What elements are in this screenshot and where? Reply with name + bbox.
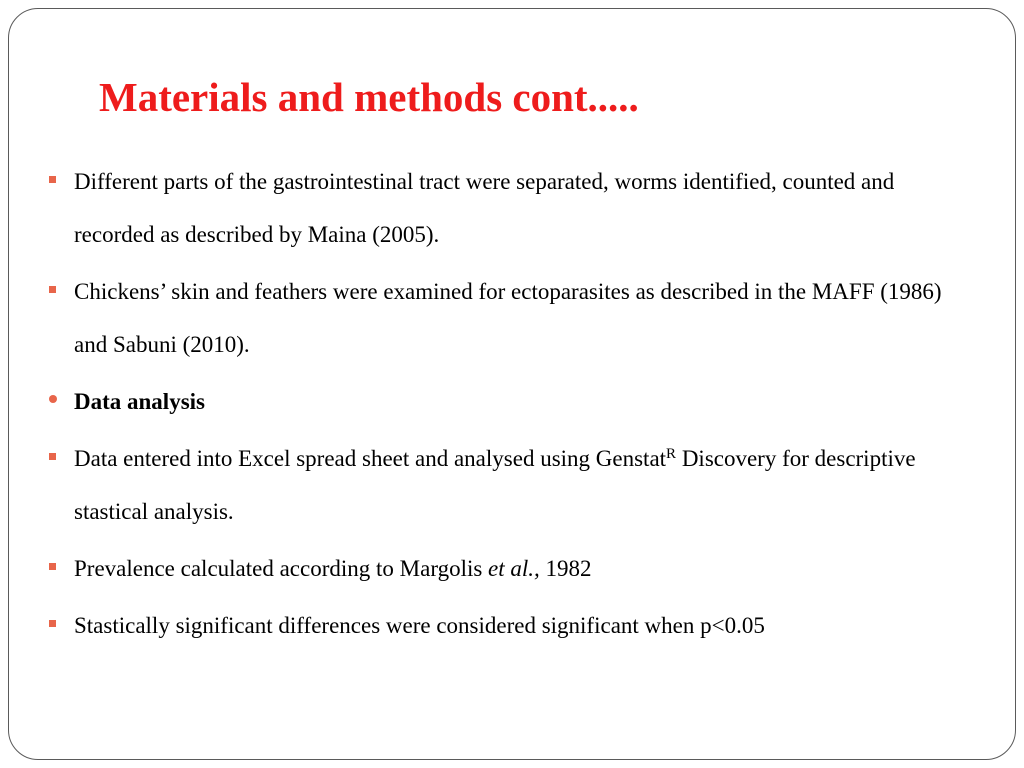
square-bullet-icon — [49, 453, 56, 460]
bullet-item-data-analysis-heading — [49, 375, 979, 428]
bullet-text: Stastically significant differences were considered significant when p<0.05 — [74, 613, 765, 638]
square-bullet-icon — [49, 620, 56, 627]
bullet-text-after: 1982 — [539, 556, 592, 581]
bullet-text-after: Discovery for descriptive stastical analysis. — [74, 446, 916, 524]
round-bullet-icon — [49, 395, 57, 403]
bullet-item-significance — [49, 599, 979, 652]
bullet-text: Different parts of the gastrointestinal tract were separated, worms identified, counted and recorded as described by Maina (2005). — [74, 169, 895, 247]
slide-frame — [8, 8, 1016, 760]
slide-title: Materials and methods cont..... — [99, 74, 639, 120]
superscript-registered: R — [666, 446, 677, 462]
bullet-text-before: Data entered into Excel spread sheet and analysed using Genstat — [74, 446, 667, 471]
italic-citation: et al., — [488, 556, 540, 581]
square-bullet-icon — [49, 563, 56, 570]
bullet-list — [49, 155, 979, 656]
square-bullet-icon — [49, 286, 56, 293]
bullet-item-prevalence — [49, 542, 979, 595]
bullet-text-before: Prevalence calculated according to Margolis — [74, 556, 489, 581]
bullet-item-gastrointestinal-tract — [49, 155, 979, 261]
bullet-item-ectoparasites — [49, 265, 979, 371]
section-heading: Data analysis — [74, 389, 205, 414]
bullet-text: Chickens’ skin and feathers were examined for ectoparasites as described in the MAFF (1986) and Sabuni (2010). — [74, 279, 942, 357]
bullet-item-genstat-analysis — [49, 432, 979, 538]
square-bullet-icon — [49, 176, 56, 183]
